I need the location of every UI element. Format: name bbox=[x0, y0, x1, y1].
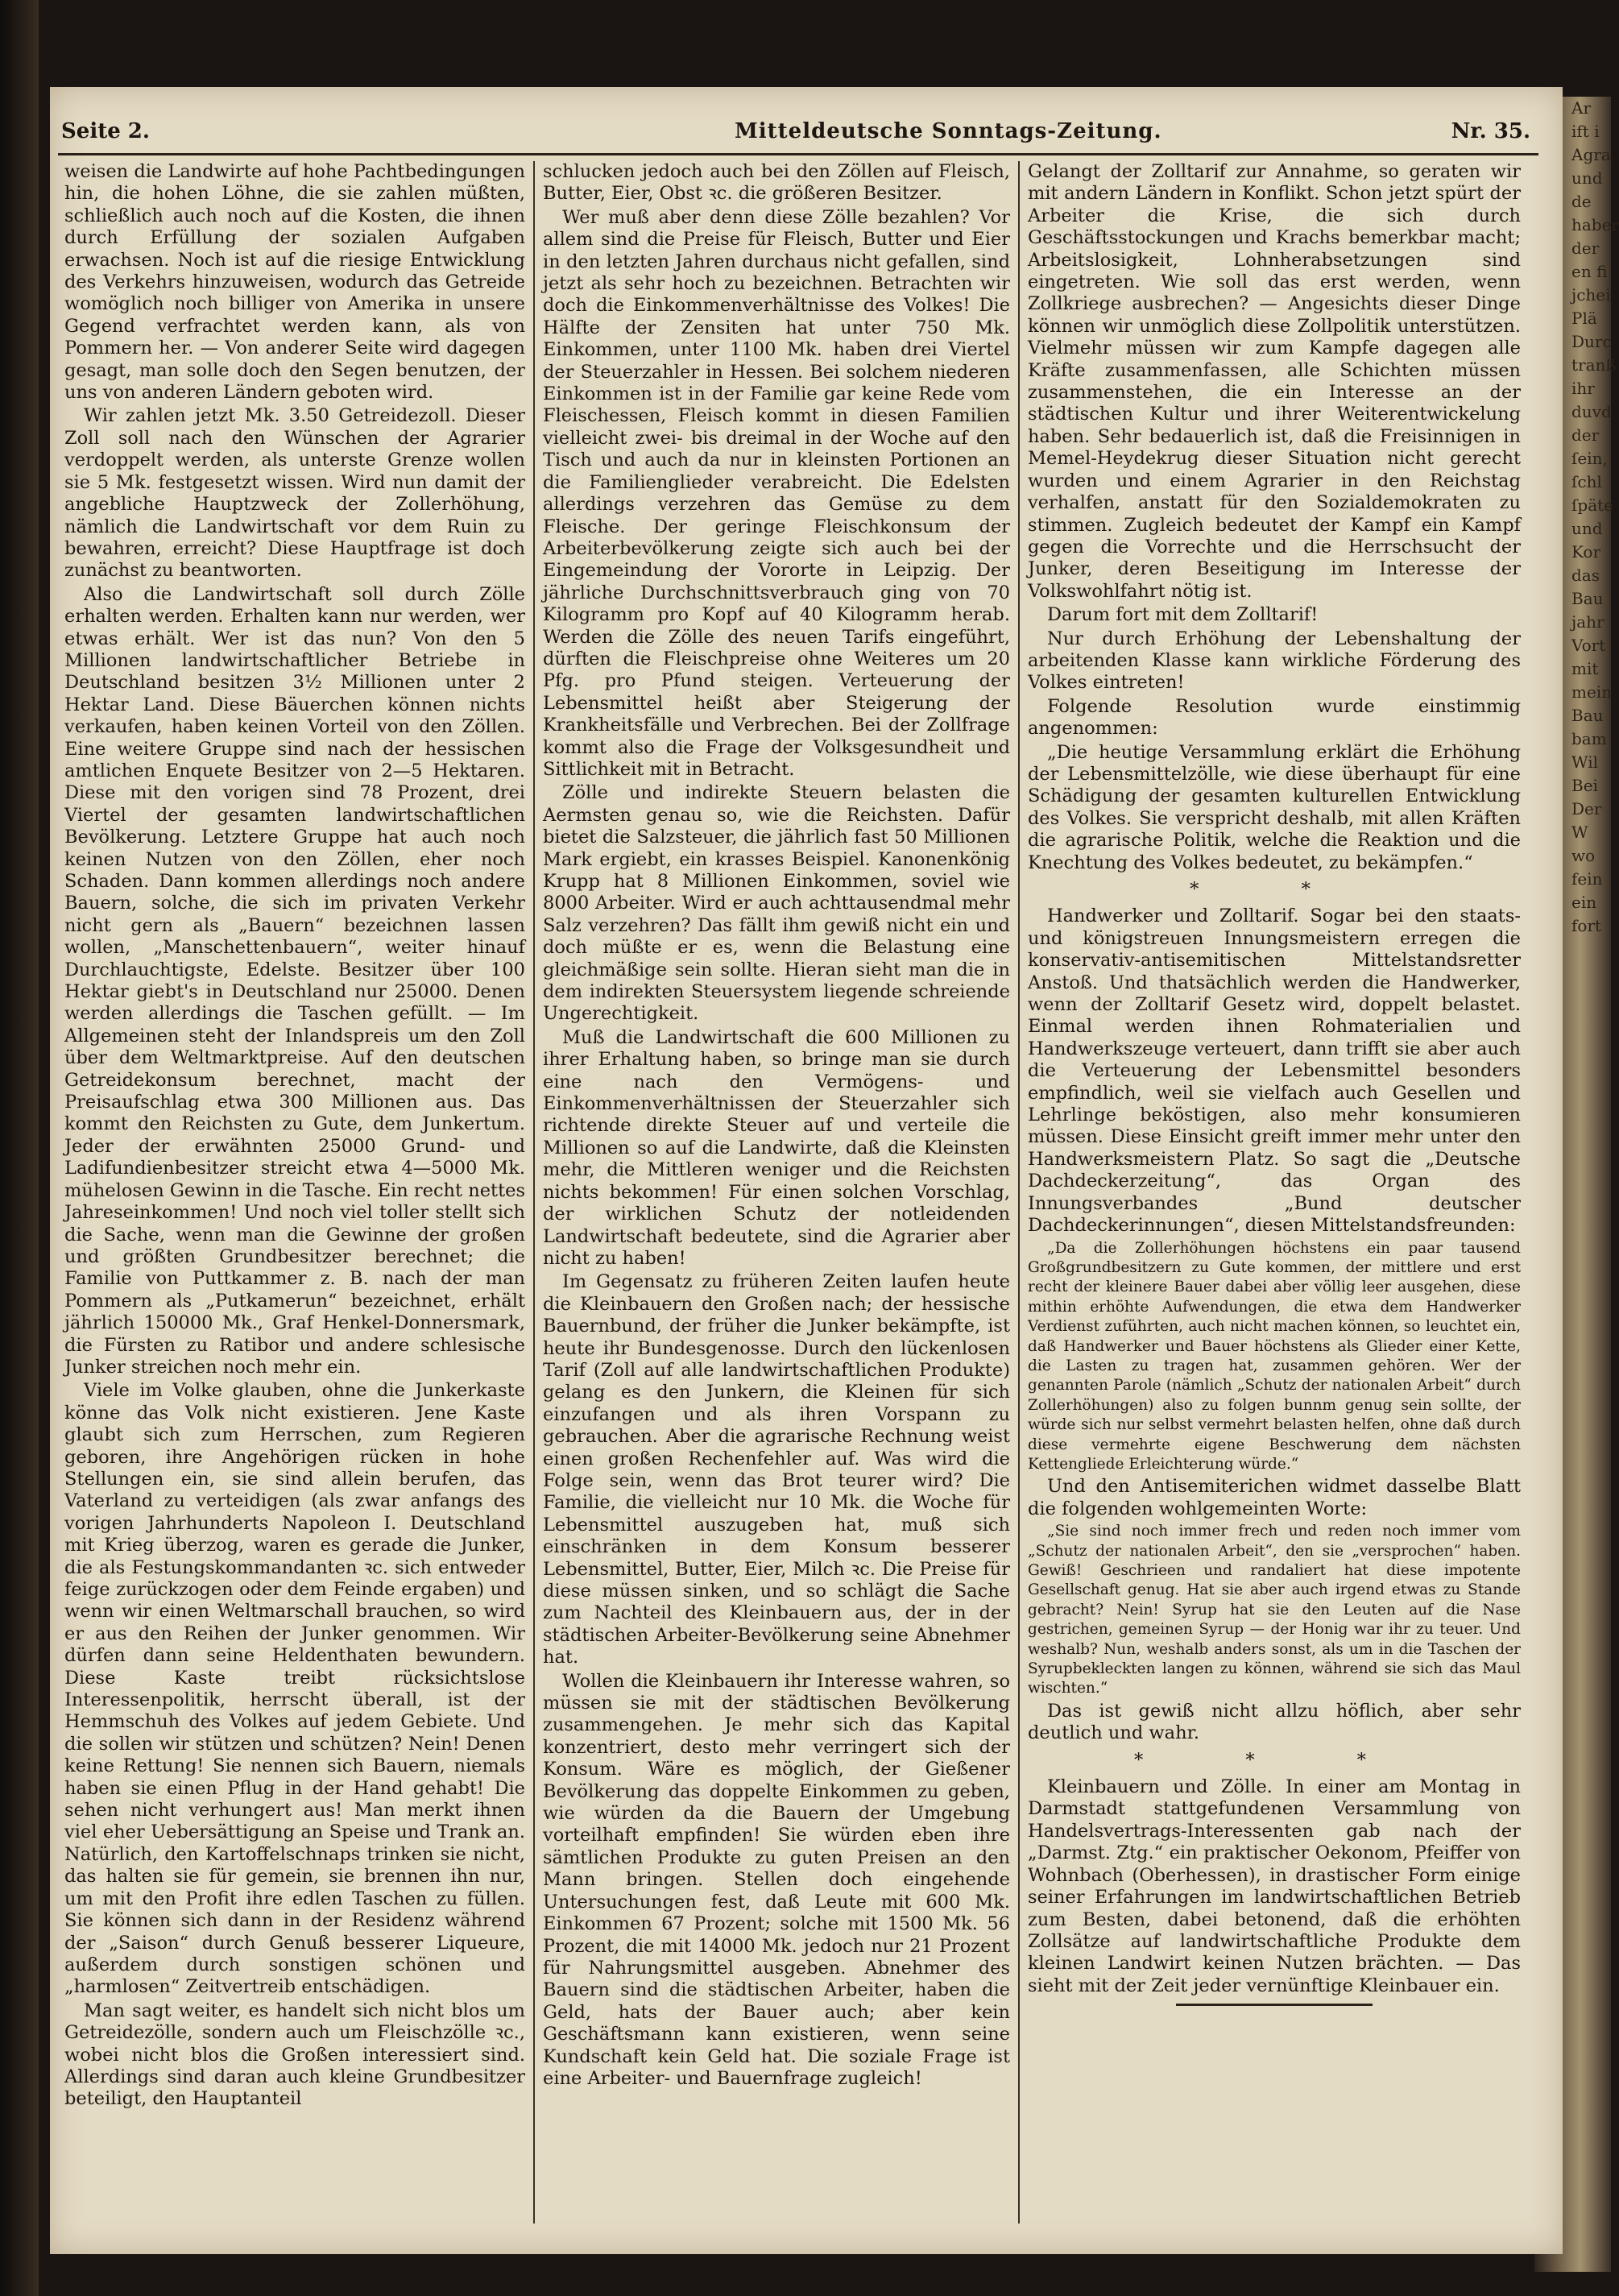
edge-fragment: de bbox=[1571, 192, 1592, 211]
column-divider bbox=[1018, 161, 1020, 2223]
article-column-2 bbox=[543, 161, 1010, 2240]
paragraph: Das ist gewiß nicht allzu höflich, aber sehr deutlich und wahr. bbox=[1028, 1700, 1521, 1744]
paragraph: Kleinbauern und Zölle. In einer am Montag in Darmstadt stattgefundenen Versammlung von Handelsvertrags-Interessenten gab nach der „Darmst. Ztg.“ ein praktischer Oekonom, Pfeiffer von Wohnbach (Oberhessen), in drastischer Form einige seiner Erfahrungen im landwirtschaftlichen Betrieb zum Besten, dabei betonend, daß die erhöhten Zollsätze auf landwirtschaftliche Produkte dem kleinen Landwirt keinen Nutzen brächten. — Das sieht mit der Zeit jeder vernünftige Kleinbauer ein. bbox=[1028, 1776, 1521, 1996]
page-header bbox=[50, 113, 1563, 150]
paragraph: Muß die Landwirtschaft die 600 Millionen zu ihrer Erhaltung haben, so bringe man sie durch eine nach den Vermögens- und Einkommenverhältnissen der Steuerzahler sich richtende direkte Steuer auf und verteile die Millionen so auf die Landwirte, daß die Kleinsten mehr, die Mittleren weniger und die Reichsten nichts bekommen! Für einen solchen Vorschlag, der wirklichen Schutz der notleidenden Landwirtschaft bedeutete, sind die Agrarier aber nicht zu haben! bbox=[543, 1026, 1010, 1269]
page-number: Seite 2. bbox=[61, 119, 150, 143]
paragraph: schlucken jedoch auch bei den Zöllen auf Fleisch, Butter, Eier, Obst ꝛc. die größeren Besitzer. bbox=[543, 161, 1010, 205]
paragraph: weisen die Landwirte auf hohe Pachtbedingungen hin, die hohen Löhne, die sie zahlen müßten, schließlich auch noch auf die Kosten, die ihnen durch Erfüllung der sozialen Aufgaben erwachsen. Noch ist auf die riesige Entwicklung des Verkehrs hinzuweisen, wodurch das Getreide womöglich noch billiger von Amerika in unsere Gegend verfrachtet werden kann, als von Pommern her. — Von anderer Seite wird dagegen gesagt, man solle doch den Segen benutzen, der uns von anderen Ländern geboten wird. bbox=[64, 161, 525, 404]
adjacent-page-fragment bbox=[1567, 97, 1619, 2272]
edge-fragment: Agra bbox=[1571, 145, 1611, 164]
edge-fragment: der bbox=[1571, 238, 1600, 258]
edge-fragment: Bau bbox=[1571, 706, 1604, 725]
paragraph: Wollen die Kleinbauern ihr Interesse wahren, so müssen sie mit der städtischen Bevölkerung zusammengehen. Je mehr sich das Kapital konzentriert, desto mehr verringert sich der Konsum. Wäre es möglich, der Gießener Bevölkerung das doppelte Einkommen zu geben, wie würden da die Bauern der Umgebung vorteilhaft empfinden! Sie würden eben ihre sämtlichen Produkte zu guten Preisen an den Mann bringen. Stellen doch eingehende Untersuchungen fest, daß Leute mit 600 Mk. Einkommen 67 Prozent; solche mit 1500 Mk. 56 Prozent, die mit 14000 Mk. jedoch nur 21 Prozent für Nahrungsmittel ausgeben. Abnehmer des Bauern sind die städtischen Arbeiter, haben die Geld, hats der Bauer auch; aber kein Geschäftsmann kann existieren, wenn seine Kundschaft kein Geld hat. Die soziale Frage ist eine Arbeiter- und Bauernfrage zugleich! bbox=[543, 1670, 1010, 2089]
edge-fragment: wo bbox=[1571, 846, 1596, 865]
edge-fragment: duvd bbox=[1571, 402, 1612, 421]
paragraph: Handwerker und Zolltarif. Sogar bei den staats- und königstreuen Innungsmeistern erregen die konservativ-antisemitischen Mittelstandsretter Anstoß. Und thatsächlich werden die Handwerker, wenn der Zolltarif Gesetz wird, doppelt belastet. Einmal werden ihnen Rohmaterialien und Handwerkszeuge verteuert, dann trifft sie aber auch die Verteuerung der Lebensmittel besonders empfindlich, weil sie vielfach auch Gesellen und Lehrlinge beköstigen, also mehr konsumieren müssen. Diese Einsicht greift immer mehr unter den Handwerksmeistern Platz. So sagt die „Deutsche Dachdeckerzeitung“, das Organ des Innungsverbandes „Bund deutscher Dachdeckerinnungen“, diesen Mittelstandsfreunden: bbox=[1028, 906, 1521, 1237]
edge-fragment: ſchl bbox=[1571, 472, 1602, 491]
edge-fragment: jahr bbox=[1571, 612, 1605, 632]
edge-fragment: ein bbox=[1571, 893, 1597, 912]
edge-fragment: jchei bbox=[1571, 285, 1611, 305]
edge-fragment: fein bbox=[1571, 869, 1603, 889]
binding-edge bbox=[0, 0, 39, 2296]
paragraph: Folgende Resolution wurde einstimmig angenommen: bbox=[1028, 695, 1521, 740]
edge-fragment: bam bbox=[1571, 729, 1607, 748]
edge-fragment: ihr bbox=[1571, 379, 1595, 398]
edge-fragment: Bei bbox=[1571, 776, 1598, 795]
paragraph: Man sagt weiter, es handelt sich nicht blos um Getreidezölle, sondern auch um Fleischzölle ꝛc., wobei nicht blos die Großen interessiert sind. Allerdings sind daran auch kleine Grundbesitzer beteiligt, den Hauptanteil bbox=[64, 2000, 525, 2110]
edge-fragment: Bau bbox=[1571, 589, 1604, 608]
article-column-1 bbox=[64, 161, 525, 2240]
paragraph: Im Gegensatz zu früheren Zeiten laufen heute die Kleinbauern den Großen nach; der hessische Bauernbund, der früher die Junker bekämpfte, ist heute ihr Bundesgenosse. Durch den lückenlosen Tarif (Zoll auf alle landwirtschaftlichen Produkte) gelang es den Junkern, die Kleinen für sich einzufangen und als ihren Vorspann zu gebrauchen. Aber die agrarische Rechnung weist einen großen Rechenfehler auf. Was wird die Folge sein, wenn das Brot teurer wird? Die Familie, die vielleicht nur 10 Mk. die Woche für Lebensmittel auszugeben hat, muß sich einschränken in dem Konsum besserer Lebensmittel, Butter, Eier, Milch ꝛc. Die Preise für diese müssen sinken, und so schlägt die Sache zum Nachteil des Kleinbauern aus, der in der städtischen Arbeiter-Bevölkerung seine Abnehmer hat. bbox=[543, 1271, 1010, 1668]
article-column-3 bbox=[1028, 161, 1521, 2240]
edge-fragment: Ar bbox=[1571, 98, 1592, 118]
section-separator: * * bbox=[1190, 879, 1359, 900]
edge-fragment: Vort bbox=[1571, 636, 1606, 655]
quotation: „Da die Zollerhöhungen höchstens ein paar tausend Großgrundbesitzern zu Gute kommen, der mittlere und erst recht der kleinere Bauer dabei aber völlig leer ausgehen, diese mithin erhöhte Aufwendungen, die etwa dem Handwerker Verdienst zuführten, auch nicht machen können, so leuchtet ein, daß Handwerker und Bauer höchstens als Glieder einer Kette, die Lasten zu tragen hat, zusammen gehören. Wer der genannten Parole (nämlich „Schutz der nationalen Arbeit“ durch Zollerhöhungen) also zu folgen bunnm genug sein sollte, der würde sich nur selbst vermehrt belasten helfen, ohne daß durch diese vermehrte eigene Beschwerung dem nächsten Kettengliede Erleichterung würde.“ bbox=[1028, 1239, 1521, 1473]
edge-fragment: en fi bbox=[1571, 262, 1608, 281]
edge-fragment: Der bbox=[1571, 799, 1602, 819]
edge-fragment: fort bbox=[1571, 916, 1602, 935]
resolution-quote: „Die heutige Versammlung erklärt die Erhöhung der Lebensmittelzölle, wie diese überhaupt für eine Schädigung der gesamten kulturellen Entwicklung des Volkes. Sie verspricht deshalb, mit allen Kräften die agrarische Politik, welche die Reaktion und die Knechtung des Volkes bedeutet, zu bekämpfen.“ bbox=[1028, 741, 1521, 873]
issue-number: Nr. 35. bbox=[1451, 119, 1530, 143]
edge-fragment: tranß bbox=[1571, 355, 1617, 375]
edge-fragment: ſein, bbox=[1571, 449, 1608, 468]
edge-fragment: Plä bbox=[1571, 309, 1597, 328]
paragraph: Und den Antisemiterichen widmet dasselbe Blatt die folgenden wohlgemeinten Worte: bbox=[1028, 1476, 1521, 1519]
paragraph: Nur durch Erhöhung der Lebenshaltung der arbeitenden Klasse kann wirkliche Förderung des Volkes eintreten! bbox=[1028, 628, 1521, 694]
paragraph: Wer muß aber denn diese Zölle bezahlen? Vor allem sind die Preise für Fleisch, Butter und Eier in den letzten Jahren durchaus nicht gefallen, sind jetzt als sehr hoch zu bezeichnen. Betrachten wir doch die Einkommenverhältnisse des Volkes! Die Hälfte der Zensiten hat unter 750 Mk. Einkommen, unter 1100 Mk. haben drei Viertel der Steuerzahler in Hessen. Bei solchem niederen Einkommen ist in der Familie gar keine Rede vom Fleischessen, Fleisch kommt in diesen Familien vielleicht zwei- bis dreimal in der Woche auf den Tisch und auch da nur in kleinsten Portionen an die Familienglieder verabreicht. Die Edelsten allerdings verzehren das Gemüse zu dem Fleische. Der geringe Fleischkonsum der Arbeiterbevölkerung zeigte sich auch bei der Eingemeindung der Vororte in Leipzig. Der jährliche Durchschnittsverbrauch ging von 70 Kilogramm pro Kopf auf 40 Kilogramm herab. Werden die Zölle des neuen Tarifs eingeführt, dürften die Fleischpreise ohne Weiteres um 20 Pfg. pro Pfund steigen. Verteuerung der Lebensmittel heißt aber Steigerung der Krankheitsfälle und Verbrechen. Bei der Zollfrage kommt also die Frage der Volksgesundheit und Sittlichkeit mit in Betracht. bbox=[543, 206, 1010, 780]
paragraph: Also die Landwirtschaft soll durch Zölle erhalten werden. Erhalten kann nur werden, wer etwas erhält. Wer ist das nun? Von den 5 Millionen landwirtschaftlicher Betriebe in Deutschland besitzen 3½ Millionen unter 2 Hektar Land. Diese Bäuerchen können nichts verkaufen, haben keinen Vorteil von den Zöllen. Eine weitere Gruppe sind nach der hessischen amtlichen Enquete Besitzer von 2—5 Hektaren. Diese mit den vorigen sind 78 Prozent, drei Viertel der gesamten landwirtschaftlichen Bevölkerung. Letztere Gruppe hat auch noch keinen Nutzen von den Zöllen, eher noch Schaden. Dann kommen allerdings noch andere Bauern, solche, die sich im privaten Verkehr nicht gern als „Bauern“ bezeichnen lassen wollen, „Manschettenbauern“, weiter hinauf Durchlauchtigste, Edelste. Besitzer über 100 Hektar giebt's in Deutschland nur 25000. Denen werden allerdings die Taschen gefüllt. — Im Allgemeinen steht der Inlandspreis um den Zoll über dem Weltmarktpreise. Auf den deutschen Getreidekonsum berechnet, macht der Preisaufschlag etwa 300 Millionen aus. Das kommt den Reichsten zu Gute, dem Junkertum. Jeder der erwähnten 25000 Grund- und Ladifundienbesitzer streicht etwa 4—5000 Mk. mühelosen Gewinn in die Tasche. Ein recht nettes Jahreseinkommen! Und noch viel toller stellt sich die Sache, wenn man die Gewinne der großen und größten Grundbesitzer berechnet; die Familie von Puttkammer z. B. nach der man Pommern als „Putkamerun“ bezeichnet, erhält jährlich 150000 Mk., Graf Henkel-Donnersmark, die Fürsten zu Ratibor und andere schlesische Junker streichen noch mehr ein. bbox=[64, 583, 525, 1378]
edge-fragment: und bbox=[1571, 519, 1603, 538]
edge-fragment: ſpäte bbox=[1571, 495, 1614, 515]
paragraph: Zölle und indirekte Steuern belasten die Aermsten genau so, wie die Reichsten. Dafür bietet die Salzsteuer, die jährlich fast 50 Millionen Mark ergiebt, ein krasses Beispiel. Kanonenkönig Krupp hat 8 Millionen Einkommen, soviel wie 8000 Arbeiter. Wird er auch achttausendmal mehr Salz verzehren? Das fällt ihm gewiß nicht ein und doch müßte er es, wenn die Belastung eine gleichmäßige sein sollte. Hieran sieht man die in dem indirekten Steuersystem liegende schreiende Ungerechtigkeit. bbox=[543, 782, 1010, 1025]
edge-fragment: Kor bbox=[1571, 542, 1601, 562]
newspaper-title: Mitteldeutsche Sonntags-Zeitung. bbox=[735, 119, 1162, 143]
newspaper-page bbox=[50, 87, 1563, 2254]
header-rule bbox=[58, 153, 1538, 155]
edge-fragment: der bbox=[1571, 425, 1600, 445]
column-divider bbox=[533, 161, 535, 2223]
edge-fragment: ift i bbox=[1571, 122, 1600, 141]
end-rule bbox=[1176, 2004, 1373, 2006]
edge-fragment: haber bbox=[1571, 215, 1619, 234]
edge-fragment: mein bbox=[1571, 682, 1613, 702]
edge-fragment: Durc bbox=[1571, 332, 1612, 351]
paragraph: Wir zahlen jetzt Mk. 3.50 Getreidezoll. Dieser Zoll soll nach den Wünschen der Agrarier verdoppelt werden, als unterste Grenze wollen sie 5 Mk. festgesetzt wissen. Wird nun damit der angebliche Hauptzweck der Zollerhöhung, nämlich die Landwirtschaft vor dem Ruin zu bewahren, erreicht? Diese Hauptfrage ist doch zunächst zu beantworten. bbox=[64, 405, 525, 582]
section-separator: * * * bbox=[1133, 1749, 1415, 1771]
edge-fragment: mit bbox=[1571, 659, 1599, 678]
edge-fragment: Wil bbox=[1571, 752, 1598, 772]
quotation: „Sie sind noch immer frech und reden noch immer vom „Schutz der nationalen Arbeit“, den sie „versprochen“ haben. Gewiß! Geschrieen und randaliert hat diese impotente Gesellschaft genug. Hat sie aber auch irgend etwas zu Stande gebracht? Nein! Syrup hat sie den Leuten auf die Nase gestrichen, gemeinen Syrup — der Honig war ihr zu teuer. Und weshalb? Nun, weshalb anders sonst, als um in die Taschen der Syrupbekleckten langen zu können, während sie sich das Maul wischten.“ bbox=[1028, 1523, 1521, 1697]
edge-fragment: W bbox=[1571, 823, 1588, 842]
paragraph: Gelangt der Zolltarif zur Annahme, so geraten wir mit andern Ländern in Konflikt. Schon jetzt spürt der Arbeiter die Krise, die sich durch Geschäftsstockungen und Krachs bemerkbar macht; Arbeitslosigkeit, Lohnherabsetzungen sind eingetreten. Wie soll das erst werden, wenn Zollkriege ausbrechen? — Angesichts dieser Dinge können wir unmöglich diese Zollpolitik unterstützen. Vielmehr müssen wir zum Kampfe dagegen alle Kräfte zusammenfassen, alle Schichten müssen zusammenstehen, die ein Interesse an der städtischen Kultur und ihrer Weiterentwickelung haben. Sehr bedauerlich ist, daß die Freisinnigen in Memel-Heydekrug dieser Situation nicht gerecht wurden und einem Agrarier in den Reichstag verhalfen, anstatt für den Sozialdemokraten zu stimmen. Zugleich bedeutet der Kampf ein Kampf gegen die Vorrechte und die Herrschsucht der Junker, deren Beseitigung im Interesse der Volkswohlfahrt nötig ist. bbox=[1028, 161, 1521, 602]
edge-fragment: und bbox=[1571, 168, 1603, 188]
paragraph: Darum fort mit dem Zolltarif! bbox=[1047, 604, 1319, 626]
paragraph: Viele im Volke glauben, ohne die Junkerkaste könne das Volk nicht existieren. Jene Kaste glaubt sich zum Herrschen, zum Regieren geboren, ihre Angehörigen rücken in hohe Stellungen ein, sie sind allein berufen, das Vaterland zu verteidigen (als zwar anfangs des vorigen Jahrhunderts Napoleon I. Deutschland mit Krieg überzog, waren es gerade die Junker, die als Festungskommandanten ꝛc. sich entweder feige zurückzogen oder dem Feinde ergaben) und wenn wir einen Weltmarschall brauchen, so wird er aus den Reihen der Junker genommen. Wir dürfen dann seine Heldenthaten bewundern. Diese Kaste treibt rücksichtslose Interessenpolitik, herrscht überall, ist der Hemmschuh des Volkes auf jedem Gebiete. Und die sollen wir stützen und schützen? Nein! Denen keine Rettung! Sie nennen sich Bauern, niemals haben sie einen Pflug in der Hand gehabt! Die sehen nicht verhungert aus! Man merkt ihnen viel eher Uebersättigung an Speise und Trank an. Natürlich, den Kartoffelschnaps trinken sie nicht, das halten sie für gemein, sie brennen ihn nur, um mit den Profit ihre edlen Taschen zu füllen. Sie können sich dann in der Residenz während der „Saison“ durch Genuß besserer Liqueure, außerdem durch sonstigen schönen und „harmlosen“ Zeitvertreib entschädigen. bbox=[64, 1380, 525, 1998]
edge-fragment: das bbox=[1571, 566, 1600, 585]
